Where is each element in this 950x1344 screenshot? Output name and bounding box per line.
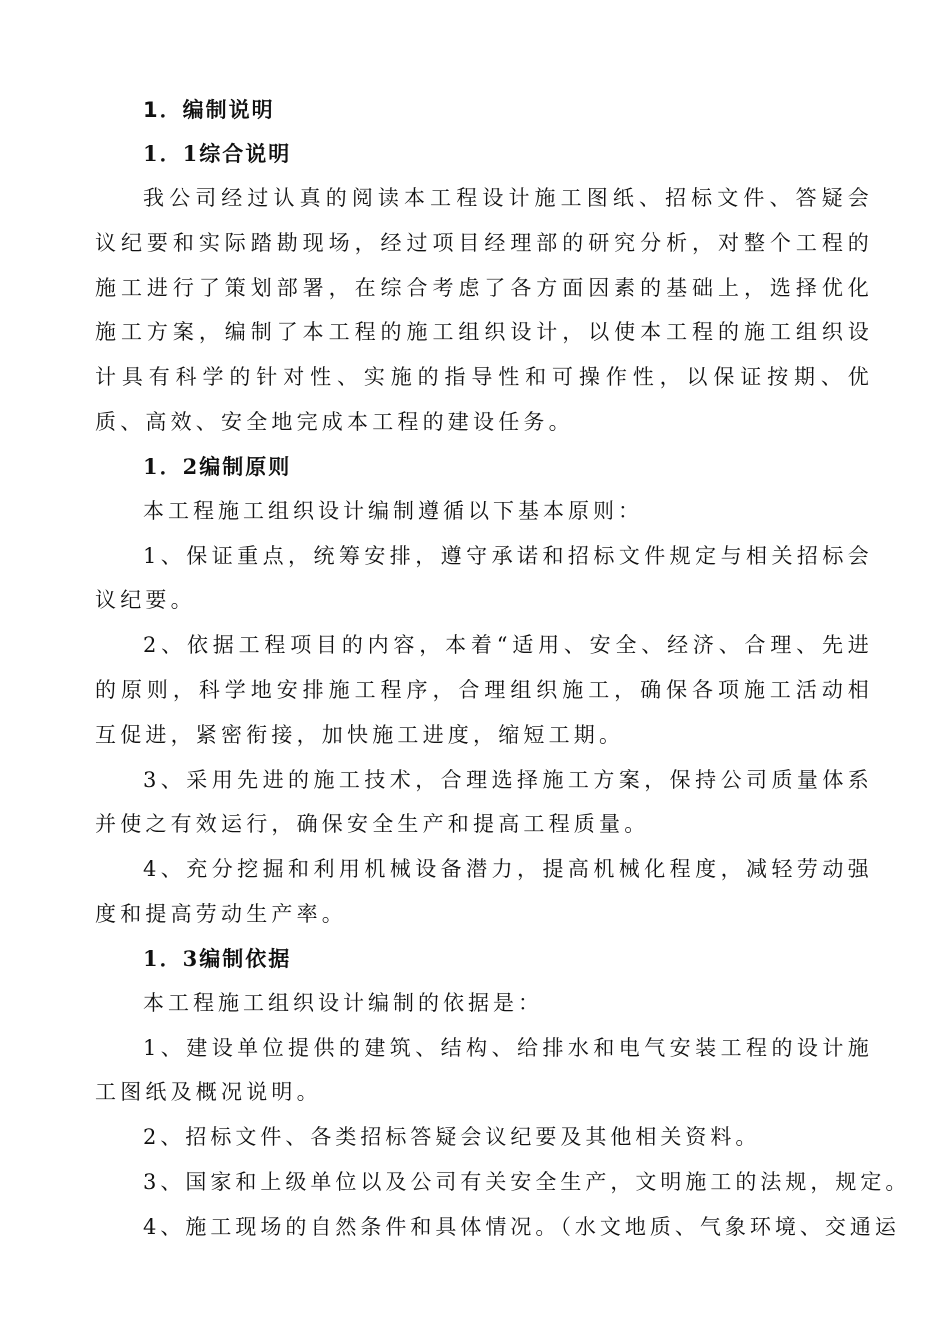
basis-intro: 本工程施工组织设计编制的依据是： xyxy=(143,990,543,1015)
section-title-principles: 1．2编制原则 xyxy=(143,453,292,479)
principle-item-1: 1、保证重点，统筹安排，遵守承诺和招标文件规定与相关招标会议纪要。 xyxy=(95,543,873,613)
document-body xyxy=(95,88,911,1250)
basis-item-3: 3、国家和上级单位以及公司有关安全生产，文明施工的法规，规定。 xyxy=(143,1169,911,1194)
basis-item-2: 2、招标文件、各类招标答疑会议纪要及其他相关资料。 xyxy=(143,1125,761,1150)
basis-item-4: 4、施工现场的自然条件和具体情况。（水文地质、气象环境、交通运 xyxy=(143,1214,900,1239)
principle-item-3: 3、采用先进的施工技术，合理选择施工方案，保持公司质量体系并使之有效运行，确保安全生产和提高工程质量。 xyxy=(95,767,873,837)
principles-intro: 本工程施工组织设计编制遵循以下基本原则： xyxy=(143,498,643,523)
principle-item-2: 2、依据工程项目的内容，本着“适用、安全、经济、合理、先进的原则，科学地安排施工程序，合理组织施工，确保各项施工活动相互促进，紧密衔接，加快施工进度，缩短工期。 xyxy=(95,633,873,747)
chapter-heading: 1．编制说明 xyxy=(143,98,275,122)
section-title-overview: 1．1综合说明 xyxy=(143,141,292,166)
section-title-basis: 1．3编制依据 xyxy=(143,945,292,971)
principle-item-4: 4、充分挖掘和利用机械设备潜力，提高机械化程度，减轻劳动强度和提高劳动生产率。 xyxy=(95,857,873,926)
overview-paragraph: 我公司经过认真的阅读本工程设计施工图纸、招标文件、答疑会议纪要和实际踏勘现场，经过项目经理部的研究分析，对整个工程的施工进行了策划部署，在综合考虑了各方面因素的基础上，选择优化施工方案，编制了本工程的施工组织设计，以使本工程的施工组织设计具有科学的针对性、实施的指导性和可操作性，以保证按期、优质、高效、安全地完成本工程的建设任务。 xyxy=(95,186,873,434)
basis-item-1: 1、建设单位提供的建筑、结构、给排水和电气安装工程的设计施工图纸及概况说明。 xyxy=(95,1035,873,1105)
